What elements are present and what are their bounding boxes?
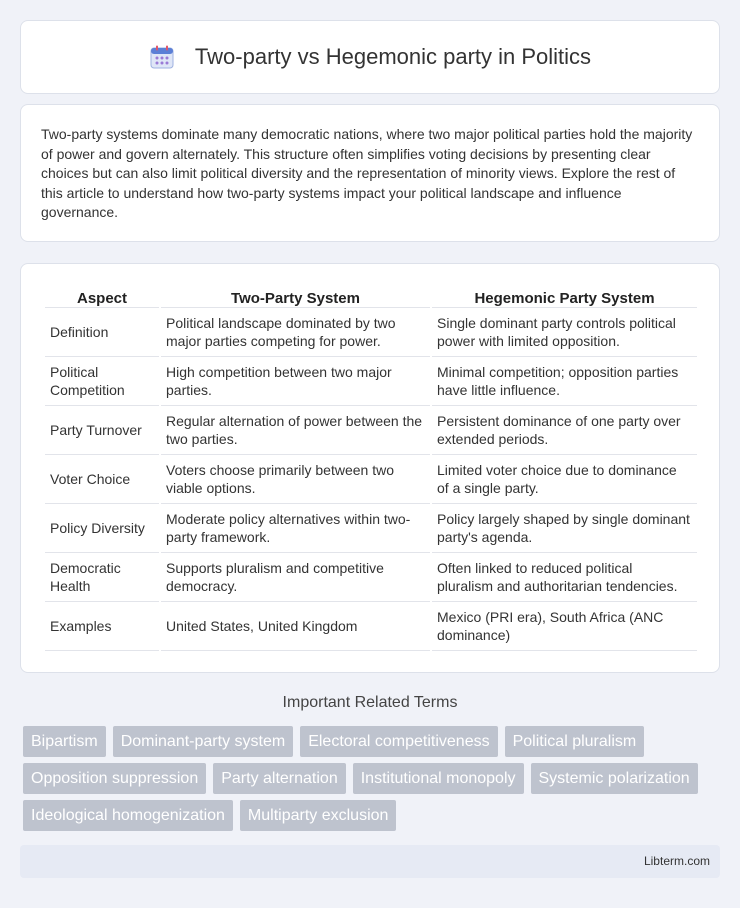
row-hegemonic: Policy largely shaped by single dominant party's agenda.: [432, 504, 697, 553]
row-two-party: Supports pluralism and competitive democracy.: [161, 553, 430, 602]
intro-text: Two-party systems dominate many democratic nations, where two major political parties hold the majority of power and govern alternately. This structure often simplifies voting decisions by presenting clear choices but can also limit political diversity and the representation of minority views. Explore the rest of this article to understand how two-party systems impact your political landscape and influence governance.: [41, 126, 693, 221]
related-term-tag[interactable]: Party alternation: [213, 763, 346, 794]
intro-card: [20, 104, 720, 242]
row-hegemonic: Single dominant party controls political power with limited opposition.: [432, 308, 697, 357]
row-hegemonic: Minimal competition; opposition parties have little influence.: [432, 357, 697, 406]
row-two-party: Political landscape dominated by two major parties competing for power.: [161, 308, 430, 357]
related-term-tag[interactable]: Ideological homogenization: [23, 800, 233, 831]
row-hegemonic: Mexico (PRI era), South Africa (ANC dominance): [432, 602, 697, 651]
table-header-row: [45, 286, 697, 308]
row-hegemonic: Limited voter choice due to dominance of a single party.: [432, 455, 697, 504]
comparison-table: [43, 286, 699, 651]
row-aspect: Voter Choice: [45, 455, 159, 504]
header-card: [20, 20, 720, 94]
calendar-icon: [149, 44, 175, 70]
related-term-tag[interactable]: Political pluralism: [505, 726, 645, 757]
table-row: [45, 504, 697, 553]
footer: [20, 845, 720, 878]
table-row: [45, 602, 697, 651]
related-term-tag[interactable]: Dominant-party system: [113, 726, 294, 757]
row-hegemonic: Persistent dominance of one party over extended periods.: [432, 406, 697, 455]
row-two-party: Voters choose primarily between two viable options.: [161, 455, 430, 504]
table-row: [45, 553, 697, 602]
related-terms-list: [23, 726, 723, 837]
row-aspect: Examples: [45, 602, 159, 651]
row-two-party: Moderate policy alternatives within two-party framework.: [161, 504, 430, 553]
header-two-party: Two-Party System: [161, 286, 430, 308]
header-aspect: Aspect: [45, 286, 159, 308]
related-terms-title: Important Related Terms: [282, 694, 458, 711]
row-two-party: Regular alternation of power between the two parties.: [161, 406, 430, 455]
table-row: [45, 455, 697, 504]
related-term-tag[interactable]: Systemic polarization: [531, 763, 698, 794]
table-row: [45, 308, 697, 357]
related-term-tag[interactable]: Multiparty exclusion: [240, 800, 397, 831]
row-hegemonic: Often linked to reduced political pluralism and authoritarian tendencies.: [432, 553, 697, 602]
row-aspect: Definition: [45, 308, 159, 357]
table-row: [45, 357, 697, 406]
related-term-tag[interactable]: Bipartism: [23, 726, 106, 757]
header-hegemonic: Hegemonic Party System: [432, 286, 697, 308]
row-aspect: Democratic Health: [45, 553, 159, 602]
page-title: Two-party vs Hegemonic party in Politics: [194, 44, 592, 69]
footer-brand-link[interactable]: Libterm.com: [643, 854, 710, 868]
table-row: [45, 406, 697, 455]
row-two-party: United States, United Kingdom: [161, 602, 430, 651]
row-aspect: Party Turnover: [45, 406, 159, 455]
row-two-party: High competition between two major parties.: [161, 357, 430, 406]
related-term-tag[interactable]: Institutional monopoly: [353, 763, 524, 794]
related-term-tag[interactable]: Opposition suppression: [23, 763, 206, 794]
related-term-tag[interactable]: Electoral competitiveness: [300, 726, 497, 757]
row-aspect: Political Competition: [45, 357, 159, 406]
comparison-table-card: [20, 263, 720, 673]
row-aspect: Policy Diversity: [45, 504, 159, 553]
